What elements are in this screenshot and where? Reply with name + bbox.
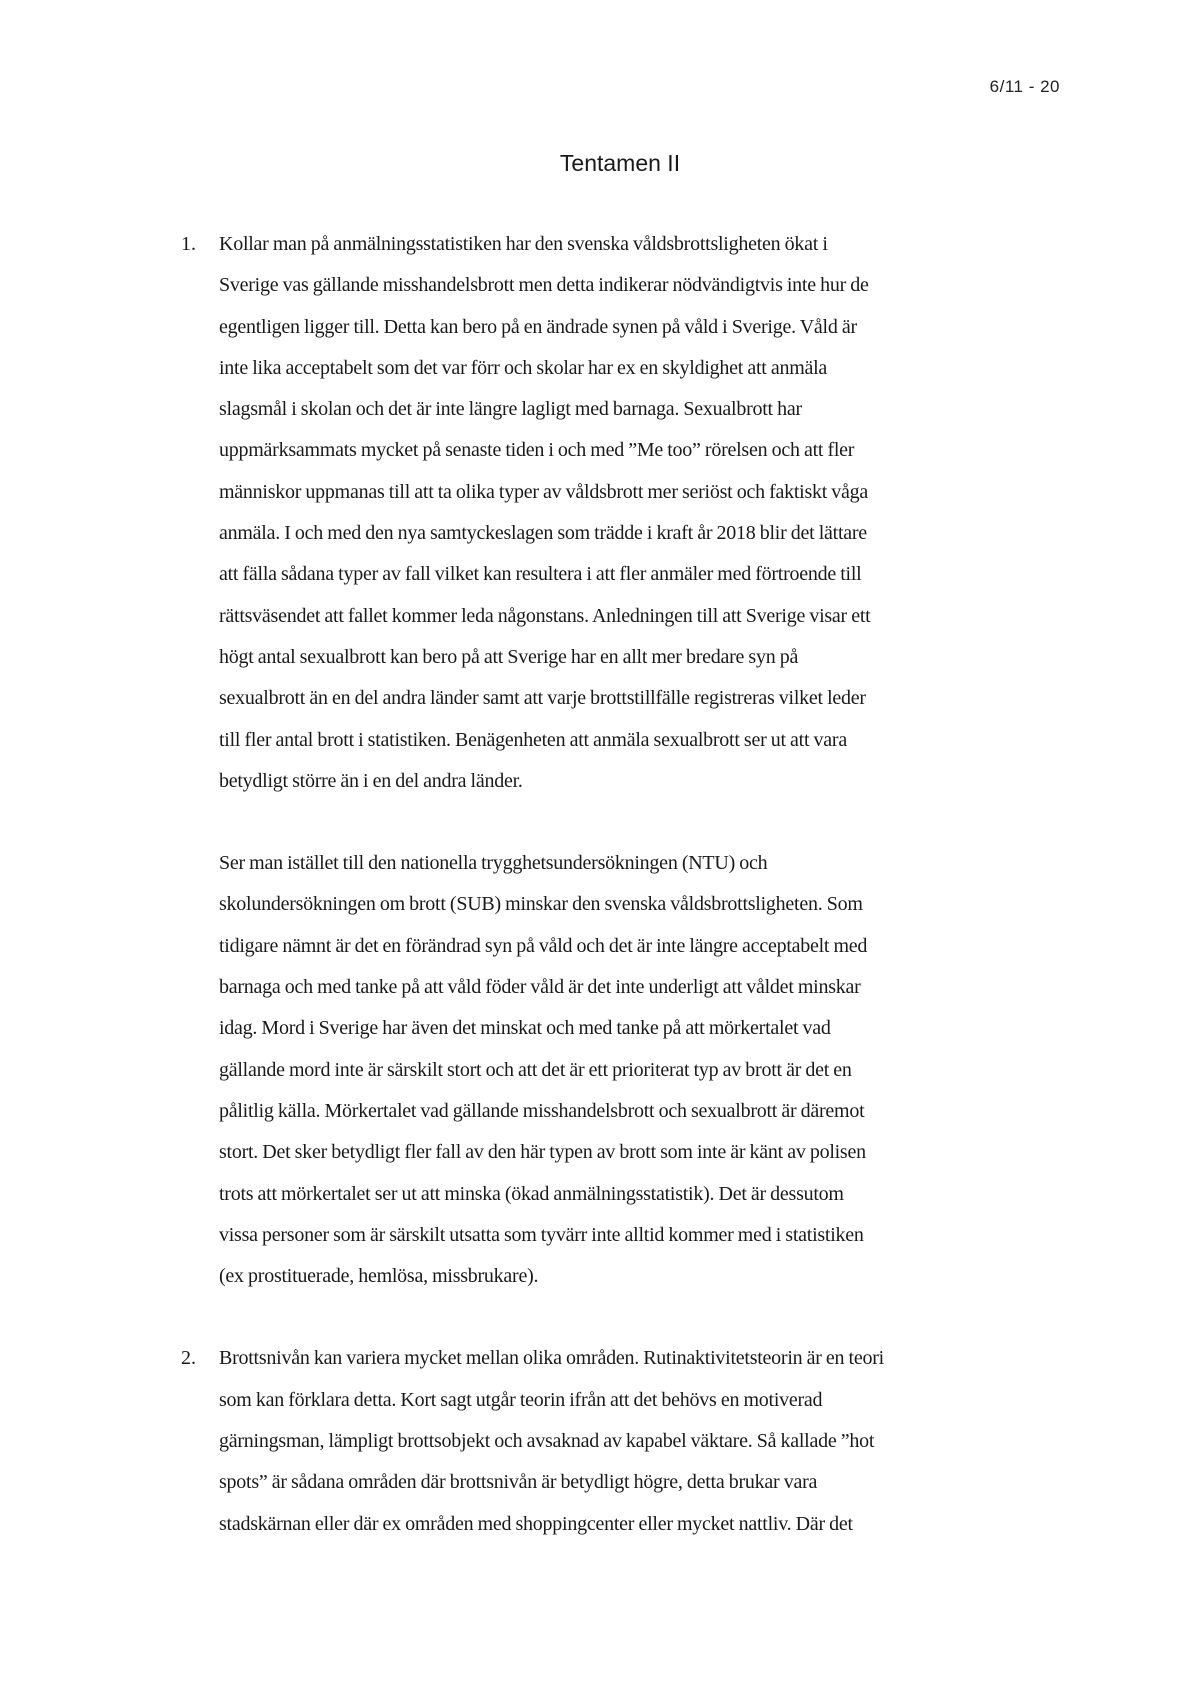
text-line: spots” är sådana områden där brottsnivån är betydligt högre, detta brukar vara: [219, 1471, 818, 1494]
text-line: rättsväsendet att fallet kommer leda någonstans. Anledningen till att Sverige visar ett: [219, 604, 871, 627]
text-line: Kollar man på anmälningsstatistiken har den svenska våldsbrottsligheten ökat i: [219, 233, 828, 255]
text-line: idag. Mord i Sverige har även det minskat och med tanke på att mörkertalet vad: [219, 1017, 831, 1040]
text-line: barnaga och med tanke på att våld föder våld är det inte underligt att våldet minskar: [219, 976, 861, 999]
text-line: anmäla. I och med den nya samtyckeslagen som trädde i kraft år 2018 blir det lättare: [219, 522, 867, 545]
text-line: stort. Det sker betydligt fler fall av den här typen av brott som inte är känt av polisen: [219, 1141, 866, 1164]
text-line: inte lika acceptabelt som det var förr och skolar har ex en skyldighet att anmäla: [219, 356, 828, 379]
text-line: högt antal sexualbrott kan bero på att Sverige har en allt mer bredare syn på: [219, 645, 799, 668]
text-line: gärningsman, lämpligt brottsobjekt och avsaknad av kapabel väktare. Så kallade ”hot: [219, 1430, 875, 1453]
paragraph: [219, 843, 1061, 1297]
text-line: betydligt större än i en del andra länder.: [219, 769, 523, 792]
list-item: [181, 224, 1061, 1297]
text-line: trots att mörkertalet ser ut att minska (ökad anmälningsstatistik). Det är dessutom: [219, 1182, 844, 1205]
text-line: slagsmål i skolan och det är inte längre lagligt med barnaga. Sexualbrott har: [219, 398, 802, 421]
text-line: tidigare nämnt är det en förändrad syn på våld och det är inte längre acceptabelt med: [219, 934, 868, 957]
list-item: [181, 1338, 1061, 1544]
header-date: 6/11 - 20: [989, 77, 1060, 96]
paragraph: [219, 224, 1061, 802]
text-line: stadskärnan eller där ex områden med shoppingcenter eller mycket nattliv. Där det: [219, 1512, 853, 1535]
text-line: till fler antal brott i statistiken. Benägenheten att anmäla sexualbrott ser ut att vara: [219, 728, 847, 751]
text-line: (ex prostituerade, hemlösa, missbrukare).: [219, 1265, 539, 1288]
text-line: Sverige vas gällande misshandelsbrott men detta indikerar nödvändigtvis inte hur de: [219, 274, 869, 297]
text-line: uppmärksammats mycket på senaste tiden i och med ”Me too” rörelsen och att fler: [219, 439, 855, 462]
list-item-number: 1.: [181, 233, 196, 255]
text-line: sexualbrott än en del andra länder samt att varje brottstillfälle registreras vilket leder: [219, 687, 866, 710]
text-line: egentligen ligger till. Detta kan bero på en ändrade synen på våld i Sverige. Våld är: [219, 315, 857, 338]
list-item-number: 2.: [181, 1347, 196, 1370]
text-line: vissa personer som är särskilt utsatta som tyvärr inte alltid kommer med i statistiken: [219, 1223, 864, 1246]
text-line: att fälla sådana typer av fall vilket kan resultera i att fler anmäler med förtroende till: [219, 563, 862, 586]
page-title: Tentamen II: [559, 150, 681, 176]
text-line: Brottsnivån kan variera mycket mellan olika områden. Rutinaktivitetsteorin är en teori: [219, 1347, 884, 1370]
text-line: pålitlig källa. Mörkertalet vad gällande misshandelsbrott och sexualbrott är däremot: [219, 1099, 865, 1122]
text-line: Ser man istället till den nationella trygghetsundersökningen (NTU) och: [219, 852, 768, 875]
paragraph: [219, 1338, 1061, 1544]
text-line: som kan förklara detta. Kort sagt utgår teorin ifrån att det behövs en motiverad: [219, 1388, 823, 1411]
text-line: skolundersökningen om brott (SUB) minskar den svenska våldsbrottsligheten. Som: [219, 893, 863, 916]
document-body: [181, 224, 1061, 1545]
text-line: gällande mord inte är särskilt stort och att det är ett prioriterat typ av brott är det en: [219, 1058, 852, 1081]
text-line: människor uppmanas till att ta olika typer av våldsbrott mer seriöst och faktiskt våga: [219, 480, 869, 503]
